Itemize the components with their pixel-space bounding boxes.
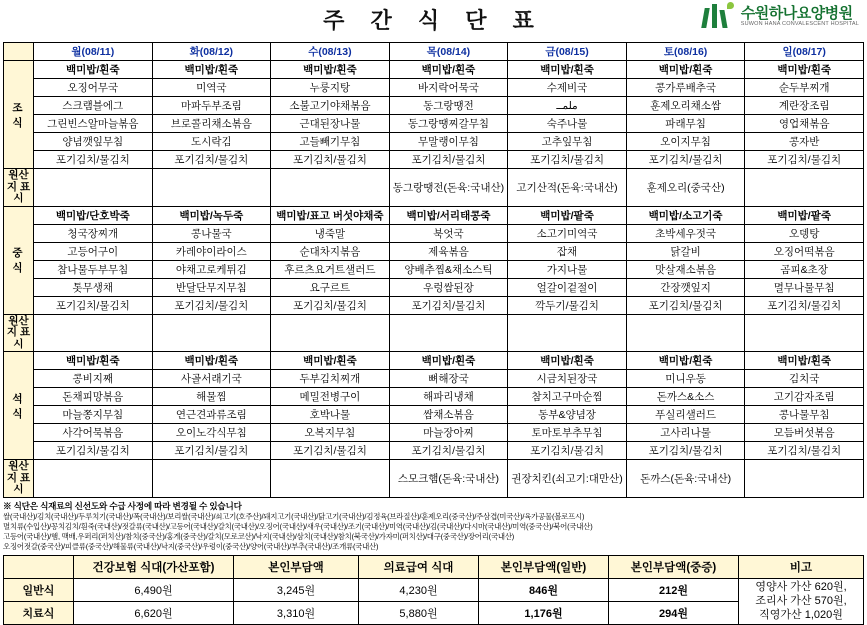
menu-item: 백미밥/흰죽 [626, 352, 745, 370]
origin-cell [152, 314, 271, 352]
menu-item: 야채고로케튀김 [152, 260, 271, 278]
cost-value: 3,245원 [234, 579, 359, 602]
menu-item: 포기김치/물김치 [271, 296, 390, 314]
origin-label: 원산지 표시 [4, 314, 34, 352]
menu-item: 백미밥/팥죽 [745, 206, 864, 224]
note-line-0: ※ 식단은 식재료의 신선도와 수급 사정에 따라 변경될 수 있습니다 [3, 500, 242, 511]
menu-item: 얼갈이겉절이 [508, 278, 627, 296]
menu-row [4, 442, 864, 460]
menu-item: 백미밥/녹두죽 [152, 206, 271, 224]
origin-cell [745, 314, 864, 352]
origin-cell [271, 460, 390, 498]
menu-item: 포기김치/물김치 [389, 296, 508, 314]
menu-item: 포기김치/물김치 [34, 296, 153, 314]
cost-header-5: 본인부담액(중증) [609, 556, 739, 579]
menu-row [4, 370, 864, 388]
menu-row [4, 296, 864, 314]
menu-item: 포기김치/물김치 [152, 151, 271, 169]
menu-item: 제육볶음 [389, 242, 508, 260]
menu-item: 파래무침 [626, 115, 745, 133]
menu-item: 소고기미역국 [508, 224, 627, 242]
menu-item: 백미밥/흰죽 [389, 61, 508, 79]
origin-cell: 동그랑땡전(돈육:국내산) [389, 169, 508, 207]
origin-row [4, 169, 864, 207]
menu-item: ملمــ [508, 97, 627, 115]
meal-cost-table [3, 555, 864, 625]
menu-item: 사각어묵볶음 [34, 424, 153, 442]
menu-item: 포기김치/물김치 [508, 151, 627, 169]
menu-item: 포기김치/물김치 [626, 442, 745, 460]
menu-item: 누룽지탕 [271, 79, 390, 97]
menu-item: 시금치된장국 [508, 370, 627, 388]
menu-item: 깍두기/물김치 [508, 296, 627, 314]
cost-row [4, 602, 864, 625]
menu-item: 사골서래기국 [152, 370, 271, 388]
menu-item: 백미밥/흰죽 [508, 352, 627, 370]
origin-row [4, 314, 864, 352]
menu-item: 포기김치/물김치 [745, 296, 864, 314]
cost-value: 4,230원 [359, 579, 479, 602]
menu-row [4, 406, 864, 424]
cost-row [4, 579, 864, 602]
menu-item: 호박나물 [271, 406, 390, 424]
menu-item: 오복지무침 [271, 424, 390, 442]
day-header-row [4, 43, 864, 61]
menu-item: 동그랑땡전 [389, 97, 508, 115]
day-header-6: 일(08/17) [745, 43, 864, 61]
menu-item: 포기김치/물김치 [626, 296, 745, 314]
menu-item: 백미밥/서리태콩죽 [389, 206, 508, 224]
menu-item: 백미밥/표고 버섯야채죽 [271, 206, 390, 224]
menu-item: 해물찜 [152, 388, 271, 406]
day-header-3: 목(08/14) [389, 43, 508, 61]
menu-item: 도시락김 [152, 133, 271, 151]
menu-item: 백미밥/흰죽 [34, 61, 153, 79]
menu-item: 고기감자조림 [745, 388, 864, 406]
menu-item: 훈제오리채소쌈 [626, 97, 745, 115]
origin-label: 원산지 표시 [4, 169, 34, 207]
menu-row [4, 424, 864, 442]
menu-item: 초박세우젓국 [626, 224, 745, 242]
menu-item: 순대차지볶음 [271, 242, 390, 260]
menu-item: 고사리나물 [626, 424, 745, 442]
cost-value: 846원 [479, 579, 609, 602]
weekly-menu-table [3, 42, 864, 498]
origin-cell [745, 460, 864, 498]
meal-label-lunch: 중 식 [4, 206, 34, 314]
day-header-4: 금(08/15) [508, 43, 627, 61]
origin-row [4, 460, 864, 498]
menu-item: 포기김치/물김치 [152, 442, 271, 460]
menu-item: 계란장조림 [745, 97, 864, 115]
menu-item: 소불고기야채볶음 [271, 97, 390, 115]
menu-item: 포기김치/물김치 [626, 151, 745, 169]
menu-item: 백미밥/흰죽 [745, 61, 864, 79]
menu-row [4, 61, 864, 79]
menu-item: 포기김치/물김치 [271, 151, 390, 169]
menu-item: 바지락어묵국 [389, 79, 508, 97]
menu-item: 미역국 [152, 79, 271, 97]
menu-item: 후르츠요거트샐러드 [271, 260, 390, 278]
origin-cell [34, 314, 153, 352]
menu-item: 오이지무침 [626, 133, 745, 151]
menu-item: 마늘쫑지무침 [34, 406, 153, 424]
menu-item: 요구르트 [271, 278, 390, 296]
menu-item: 브로콜리채소볶음 [152, 115, 271, 133]
menu-item: 백미밥/흰죽 [626, 61, 745, 79]
menu-item: 마파두부조림 [152, 97, 271, 115]
menu-item: 돈채피망볶음 [34, 388, 153, 406]
logo-name: 수원하나요양병원 [740, 5, 853, 23]
origin-cell [389, 314, 508, 352]
cost-header-6: 비고 [739, 556, 864, 579]
menu-item: 포기김치/물김치 [271, 442, 390, 460]
menu-item: 가지나물 [508, 260, 627, 278]
origin-cell: 훈제오리(중국산) [626, 169, 745, 207]
origin-cell [745, 169, 864, 207]
menu-item: 고추잎무침 [508, 133, 627, 151]
origin-cell: 돈까스(돈육:국내산) [626, 460, 745, 498]
cost-note: 영양사 가산 620원, 조리사 가산 570원, 직영가산 1,020원 [739, 579, 864, 625]
menu-item: 영업채볶음 [745, 115, 864, 133]
menu-item: 맛살재소볶음 [626, 260, 745, 278]
menu-row [4, 352, 864, 370]
menu-item: 백미밥/흰죽 [34, 352, 153, 370]
origin-cell [152, 169, 271, 207]
menu-item: 포기김치/물김치 [508, 442, 627, 460]
menu-row [4, 224, 864, 242]
cost-header-4: 본인부담액(일반) [479, 556, 609, 579]
origin-cell [34, 460, 153, 498]
menu-item: 쌈채소볶음 [389, 406, 508, 424]
cost-header-2: 본인부담액 [234, 556, 359, 579]
menu-item: 오징어무국 [34, 79, 153, 97]
menu-item: 돈까스&소스 [626, 388, 745, 406]
cost-value: 6,490원 [74, 579, 234, 602]
origin-notes [3, 501, 864, 551]
menu-row [4, 260, 864, 278]
menu-item: 백미밥/흰죽 [152, 61, 271, 79]
menu-row [4, 278, 864, 296]
origin-cell [271, 314, 390, 352]
menu-item: 양념깻잎무침 [34, 133, 153, 151]
meal-label-dinner: 석 식 [4, 352, 34, 460]
menu-item: 수제비국 [508, 79, 627, 97]
menu-item: 고들빼기무침 [271, 133, 390, 151]
menu-item: 푸실리샐러드 [626, 406, 745, 424]
hospital-logo [701, 2, 859, 32]
origin-cell [34, 169, 153, 207]
menu-item: 해파리냉채 [389, 388, 508, 406]
menu-item: 백미밥/단호박죽 [34, 206, 153, 224]
menu-item: 간장깻잎지 [626, 278, 745, 296]
menu-item: 스크램블에그 [34, 97, 153, 115]
day-header-2: 수(08/13) [271, 43, 390, 61]
menu-item: 포기김치/물김치 [34, 151, 153, 169]
menu-item: 포기김치/물김치 [34, 442, 153, 460]
menu-item: 우렁쌈된장 [389, 278, 508, 296]
menu-item: 메밀전병구이 [271, 388, 390, 406]
cost-value: 294원 [609, 602, 739, 625]
menu-item: 북엇국 [389, 224, 508, 242]
menu-item: 냉죽말 [271, 224, 390, 242]
menu-row [4, 115, 864, 133]
cost-value: 6,620원 [74, 602, 234, 625]
origin-cell [508, 314, 627, 352]
cost-header-1: 건강보험 식대(가산포함) [74, 556, 234, 579]
menu-item: 고등어구이 [34, 242, 153, 260]
cost-value: 3,310원 [234, 602, 359, 625]
menu-item: 근대된장나물 [271, 115, 390, 133]
cost-header-3: 의료급여 식대 [359, 556, 479, 579]
menu-row [4, 133, 864, 151]
menu-item: 백미밥/소고기죽 [626, 206, 745, 224]
menu-item: 김치국 [745, 370, 864, 388]
origin-cell [152, 460, 271, 498]
cost-row-label: 일반식 [4, 579, 74, 602]
page-title: 주 간 식 단 표 [323, 8, 544, 33]
logo-subtitle: SUWON HANA CONVALESCENT HOSPITAL [740, 20, 859, 27]
cost-header-0 [4, 556, 74, 579]
menu-item: 백미밥/흰죽 [508, 61, 627, 79]
menu-item: 백미밥/흰죽 [271, 61, 390, 79]
day-header-5: 토(08/16) [626, 43, 745, 61]
menu-item: 백미밥/흰죽 [152, 352, 271, 370]
menu-item: 콩자반 [745, 133, 864, 151]
menu-item: 뼈해장국 [389, 370, 508, 388]
note-line-1: 쌀(국내산)/김치(국내산)/두루치기(국내산)/폭(국내산)/보리쌀(국내산)/쇠고기(호주산)/돼지고기(국내산)/닭고기(국내산)/김정육(브라질산)/훈제오리(중국산)/주삼겹(미국산)/육가공물(볼로프시) [3, 512, 585, 522]
menu-item: 연근견과류조림 [152, 406, 271, 424]
menu-item: 동그랑땡찌갈무침 [389, 115, 508, 133]
menu-row [4, 242, 864, 260]
menu-item: 멸무나물무침 [745, 278, 864, 296]
menu-row [4, 79, 864, 97]
menu-item: 포기김치/물김치 [389, 151, 508, 169]
menu-item: 곰피&초장 [745, 260, 864, 278]
menu-item: 백미밥/팥죽 [508, 206, 627, 224]
origin-cell: 고기산적(돈육:국내산) [508, 169, 627, 207]
corner-cell [4, 43, 34, 61]
menu-item: 숙주나물 [508, 115, 627, 133]
menu-item: 미니우동 [626, 370, 745, 388]
day-header-1: 화(08/12) [152, 43, 271, 61]
menu-item: 포기김치/물김치 [745, 151, 864, 169]
menu-row [4, 388, 864, 406]
menu-item: 토마토부추무침 [508, 424, 627, 442]
menu-item: 톳무생채 [34, 278, 153, 296]
note-line-2: 멸치류(수입산)/꽁치김치/흰죽(국내산)/젓갈류(국내산)/고등어(국내산)/갈치(국내산)/오징어(국내산)/새우(국내산)/조기(국내산)/미역(국내산)/김(국내산)/다시마(국내산)/미역(중국산)/북어(국내산) [3, 522, 593, 532]
menu-item: 콩비지째 [34, 370, 153, 388]
origin-cell [271, 169, 390, 207]
menu-item: 동부&양념장 [508, 406, 627, 424]
cost-row-label: 치료식 [4, 602, 74, 625]
menu-item: 청국장찌개 [34, 224, 153, 242]
menu-row [4, 97, 864, 115]
menu-item: 포기김치/물김치 [389, 442, 508, 460]
menu-item: 오징어떡볶음 [745, 242, 864, 260]
cost-value: 5,880원 [359, 602, 479, 625]
logo-mark-icon [701, 2, 735, 32]
menu-row [4, 151, 864, 169]
menu-item: 모듬버섯볶음 [745, 424, 864, 442]
cost-value: 1,176원 [479, 602, 609, 625]
day-header-0: 월(08/11) [34, 43, 153, 61]
menu-item: 순두부찌개 [745, 79, 864, 97]
menu-item: 마늘장아찌 [389, 424, 508, 442]
menu-item: 오이노각식무침 [152, 424, 271, 442]
menu-item: 포기김치/물김치 [152, 296, 271, 314]
menu-item: 콩나물국 [152, 224, 271, 242]
origin-cell: 권장치킨(쇠고기:대만산) [508, 460, 627, 498]
menu-item: 반달단무지무침 [152, 278, 271, 296]
menu-item: 백미밥/흰죽 [271, 352, 390, 370]
menu-item: 닭갈비 [626, 242, 745, 260]
page-header [0, 0, 867, 42]
menu-item: 그린빈스알마늘볶음 [34, 115, 153, 133]
menu-item: 참나물두부무침 [34, 260, 153, 278]
menu-item: 백미밥/흰죽 [389, 352, 508, 370]
menu-item: 카레야이라이스 [152, 242, 271, 260]
menu-item: 양배추찜&채소스틱 [389, 260, 508, 278]
origin-label: 원산지 표시 [4, 460, 34, 498]
menu-item: 참치고구마순찜 [508, 388, 627, 406]
note-line-4: 오징어젓갈(중국산)/피클류(중국산)/해물류(국내산)/낙지(중국산)/우렁이(중국산)/양어(국내산)/부추(국내산)/조개류(국내산) [3, 541, 379, 551]
menu-item: 잡채 [508, 242, 627, 260]
menu-item: 콩가루배추국 [626, 79, 745, 97]
menu-item: 포기김치/물김치 [745, 442, 864, 460]
menu-item: 무말랭이무침 [389, 133, 508, 151]
menu-item: 백미밥/흰죽 [745, 352, 864, 370]
menu-item: 콩나물무침 [745, 406, 864, 424]
origin-cell [626, 314, 745, 352]
meal-label-breakfast: 조 식 [4, 61, 34, 169]
menu-row [4, 206, 864, 224]
cost-value: 212원 [609, 579, 739, 602]
menu-item: 오뎅탕 [745, 224, 864, 242]
menu-item: 두부김치찌개 [271, 370, 390, 388]
note-line-3: 고등어(국내산)/햄, 맥배,우퍼리(퍼치산)/참치(중국산)/홍게(중국산)/갈치(모로코산)/낙지(국내산)/삼치(국내산)/참치(북국산)/가자미(퍼치산)/대구(중국산)/장어리(국내산) [3, 531, 515, 541]
origin-cell: 스모크햄(돈육:국내산) [389, 460, 508, 498]
